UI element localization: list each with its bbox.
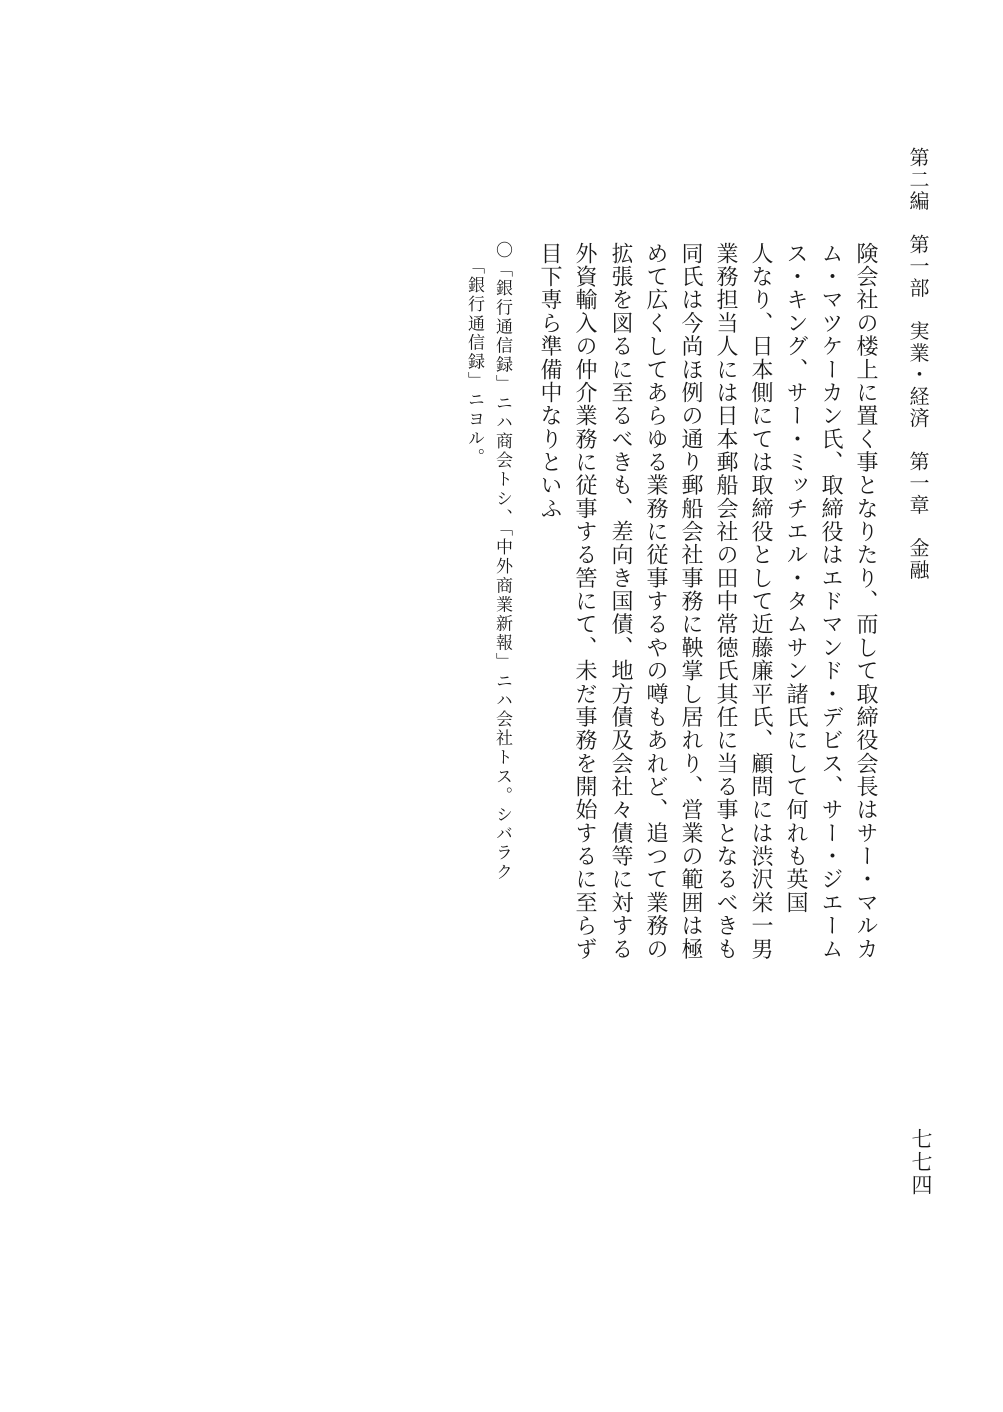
body-line: ス・キング、サー・ミッチエル・タムサン諸氏にして何れも英国 — [783, 242, 808, 915]
body-line: ム・マツケーカン氏、取締役はエドマンド・デビス、サー・ジエーム — [818, 242, 843, 961]
body-line: めて広くしてあらゆる業務に従事するやの噂もあれど、追つて業務の — [643, 242, 668, 961]
body-line: 険会社の楼上に置く事となりたり、而して取締役会長はサー・マルカ — [853, 242, 878, 961]
body-line: 目下専ら準備中なりといふ — [537, 242, 562, 521]
footnote-line: 「銀行通信録」ニヨル。 — [464, 257, 484, 468]
body-line: 業務担当人には日本郵船会社の田中常徳氏其任に当る事となるべきも — [713, 242, 738, 961]
body-line: 人なり、日本側にては取締役として近藤廉平氏、顧問には渋沢栄一男 — [748, 242, 773, 961]
footnote-line: 〇「銀行通信録」ニハ商会トシ、「中外商業新報」ニハ会社トス。シバラク — [492, 241, 512, 882]
page-number: 七七四 — [909, 1128, 933, 1197]
running-head: 第二編 第一部 実業・経済 第一章 金融 — [906, 147, 930, 581]
body-line: 同氏は今尚ほ例の通り郵船会社事務に鞅掌し居れり、営業の範囲は極 — [678, 242, 703, 961]
body-line: 拡張を図るに至るべきも、差向き国債、地方債及会社々債等に対する — [608, 242, 633, 961]
body-line: 外資輸入の仲介業務に従事する筈にて、未だ事務を開始するに至らず — [572, 242, 597, 961]
